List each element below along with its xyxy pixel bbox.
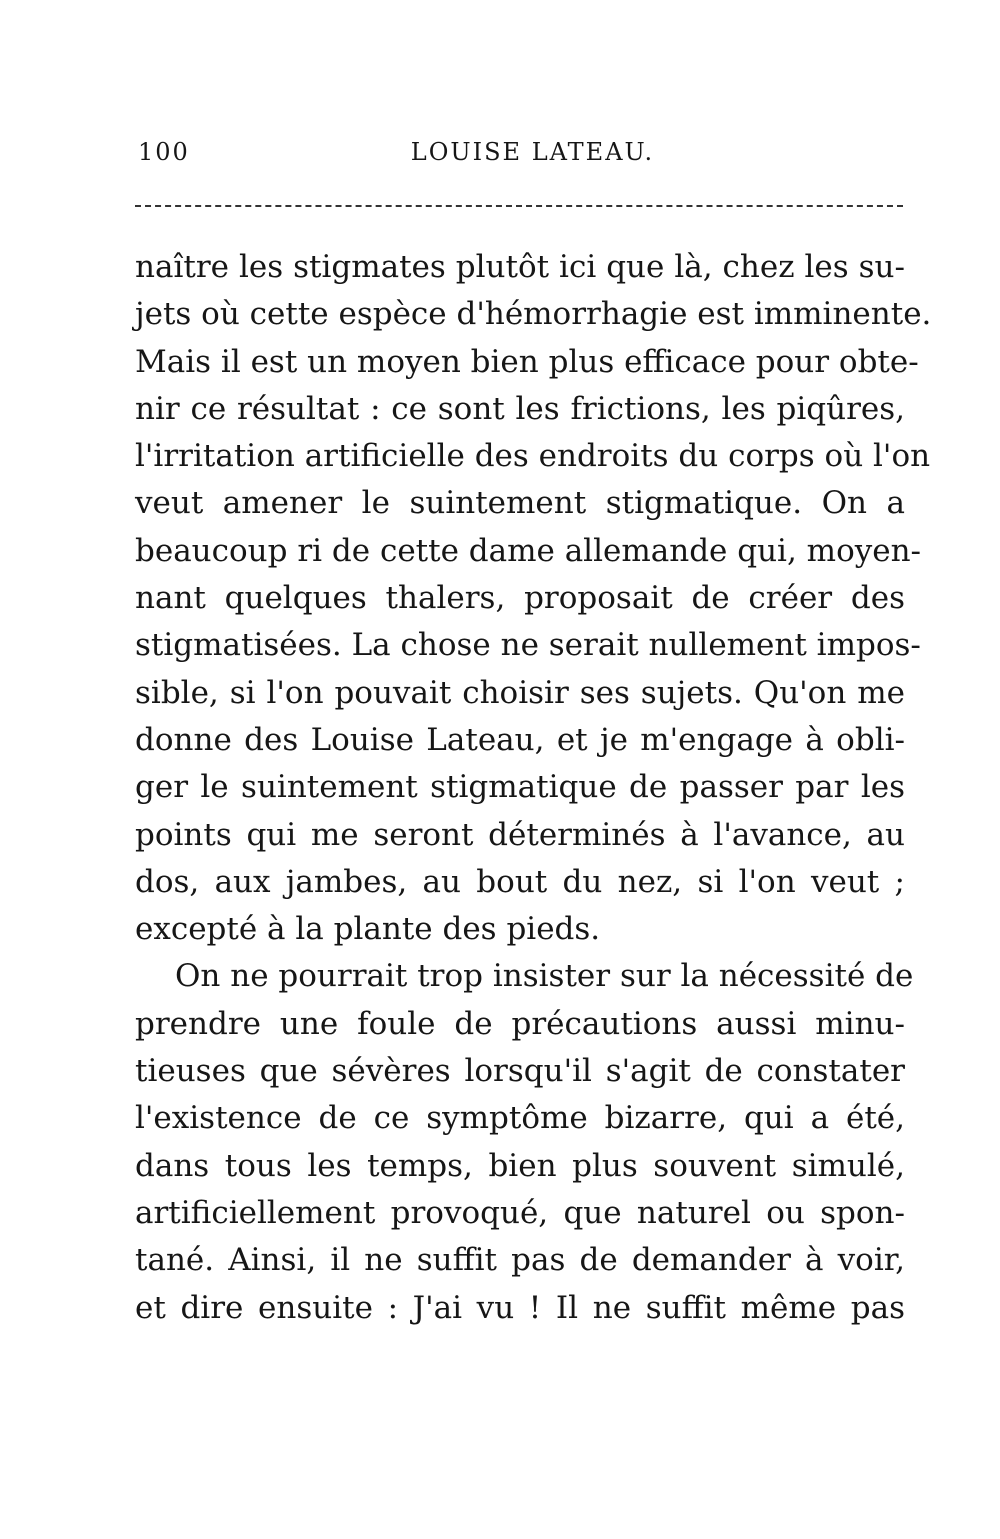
text-line: Mais il est un moyen bien plus efficace pour obte- [135,343,919,380]
text-line: naître les stigmates plutôt ici que là, chez les su- [135,249,905,285]
text-line: veut amener le suintement stigmatique. On a [135,485,905,522]
text-line: stigmatisées. La chose ne serait nullement impos- [135,627,921,664]
text-line: ger le suintement stigmatique de passer par les [135,769,905,806]
page-number: 100 [138,138,190,166]
text-line: beaucoup ri de cette dame allemande qui, moyen- [135,532,922,569]
text-line: donne des Louise Lateau, et je m'engage à obli- [135,721,905,758]
text-line: dans tous les temps, bien plus souvent simulé, [135,1147,905,1184]
text-line: dos, aux jambes, au bout du nez, si l'on veut ; [135,863,905,900]
body-text [135,244,932,1332]
text-line: prendre une foule de précautions aussi minu- [135,1005,905,1042]
text-line: et dire ensuite : J'ai vu ! Il ne suffit même pas [135,1289,905,1326]
text-line: l'existence de ce symptôme bizarre, qui a été, [135,1100,905,1137]
text-line: tané. Ainsi, il ne suffit pas de demander à voir, [135,1242,905,1279]
paragraph-end-line: excepté à la plante des pieds. [135,911,601,948]
running-head [130,138,905,174]
text-line: sible, si l'on pouvait choisir ses sujets. Qu'on me [135,674,905,711]
text-line: tieuses que sévères lorsqu'il s'agit de constater [135,1053,905,1090]
paragraph-start-line: On ne pourrait trop insister sur la nécessité de [175,958,914,995]
text-line: l'irritation artificielle des endroits du corps où l'on [135,438,931,475]
text-line: artificiellement provoqué, que naturel ou spon- [135,1194,905,1231]
text-line: points qui me seront déterminés à l'avance, au [135,816,905,853]
header-rule [135,205,903,207]
text-line: nant quelques thalers, proposait de créer des [135,580,905,617]
running-title: LOUISE LATEAU. [410,138,655,166]
text-line: jets où cette espèce d'hémorrhagie est imminente. [135,296,932,333]
text-line: nir ce résultat : ce sont les frictions, les piqûres, [135,390,905,427]
